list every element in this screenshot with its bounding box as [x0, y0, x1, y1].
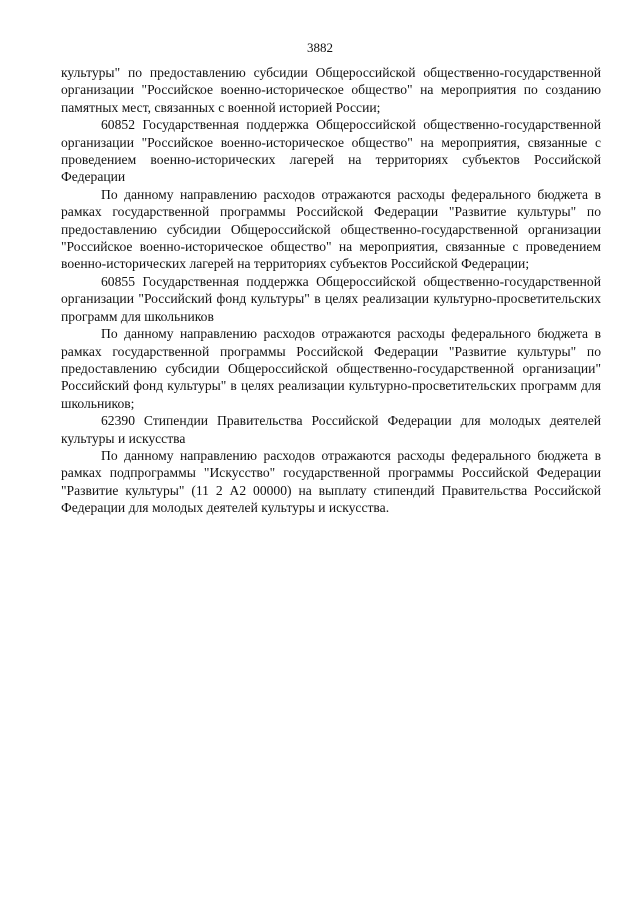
document-body	[61, 64, 601, 517]
paragraph: По данному направлению расходов отражаются расходы федерального бюджета в рамках государственной программы Российской Федерации "Развитие культуры" по предоставлению субсидии Общероссийской общественно-государственной организации" Российский фонд культуры" в целях реализации культурно-просветительских программ для школьников;	[61, 326, 601, 411]
paragraph: 60852 Государственная поддержка Общероссийской общественно-государственной организации "Российское военно-историческое общество" на мероприятия, связанные с проведением военно-исторических лагерей на территориях субъектов Российской Федерации	[61, 117, 601, 185]
paragraph: 62390 Стипендии Правительства Российской Федерации для молодых деятелей культуры и искусства	[61, 413, 601, 446]
paragraph: По данному направлению расходов отражаются расходы федерального бюджета в рамках подпрограммы "Искусство" государственной программы Российской Федерации "Развитие культуры" (11 2 А2 00000) на выплату стипендий Правительства Российской Федерации для молодых деятелей культуры и искусства.	[61, 447, 601, 516]
paragraph: 60855 Государственная поддержка Общероссийской общественно-государственной организации "Российский фонд культуры" в целях реализации культурно-просветительских программ для школьников	[61, 273, 601, 324]
page-number: 3882	[307, 40, 333, 55]
paragraph: культуры" по предоставлению субсидии Общероссийской общественно-государственной организации "Российское военно-историческое общество" на мероприятия по созданию памятных мест, связанных с военной историей России;	[61, 65, 601, 115]
paragraph: По данному направлению расходов отражаются расходы федерального бюджета в рамках государственной программы Российской Федерации "Развитие культуры" по предоставлению субсидии Общероссийской общественно-государственной организации "Российское военно-историческое общество" на мероприятия, связанные с проведением военно-исторических лагерей на территориях субъектов Российской Федерации;	[61, 186, 601, 272]
